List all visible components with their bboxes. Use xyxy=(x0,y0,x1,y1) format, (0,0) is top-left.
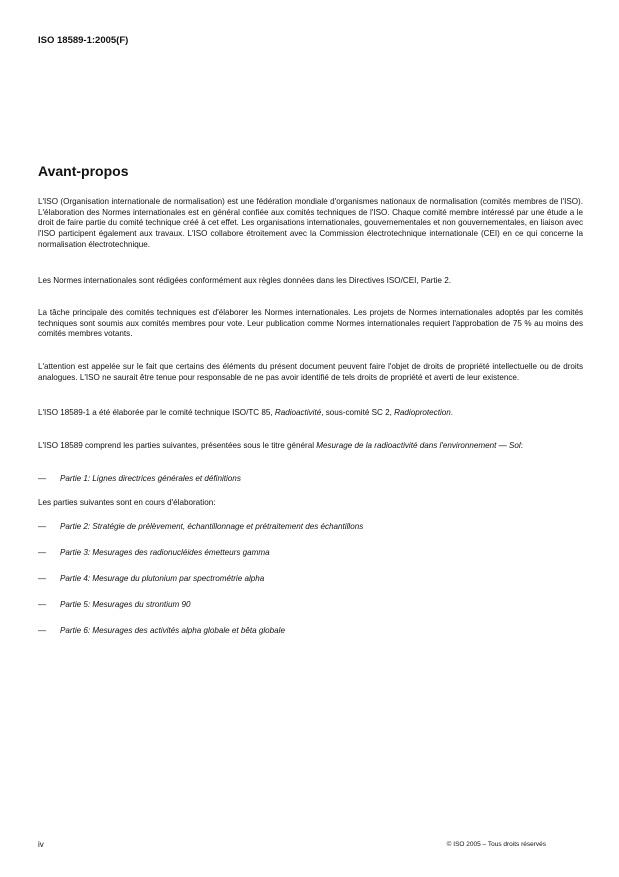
list-item xyxy=(38,574,583,585)
text: , sous-comité SC 2, xyxy=(321,408,395,417)
copyright-notice: © ISO 2005 – Tous droits réservés xyxy=(446,841,546,848)
part-title: Partie 4: Mesurage du plutonium par spectrométrie alpha xyxy=(60,574,265,583)
dash: — xyxy=(38,522,47,531)
list-item xyxy=(38,474,583,485)
text-italic: Radioprotection xyxy=(394,408,451,417)
part-title: Partie 2: Stratégie de prélèvement, échantillonnage et prétraitement des échantillons xyxy=(60,522,364,531)
text: : xyxy=(520,441,523,450)
dash: — xyxy=(38,600,47,609)
page-number: iv xyxy=(38,840,44,849)
paragraph-prepared-by xyxy=(38,408,583,419)
part-title: Partie 1: Lignes directrices générales et définitions xyxy=(60,474,241,483)
dash: — xyxy=(38,548,47,557)
paragraph-directives: Les Normes internationales sont rédigées conformément aux règles données dans les Directives ISO/CEI, Partie 2. xyxy=(38,276,451,285)
paragraph-committees: La tâche principale des comités techniques est d'élaborer les Normes internationales. Les projets de Normes internationales adoptés par les comités techniques sont soumis aux comités membres pour vote. Leur publication comme Normes internationales requiert l'approbation de 75 % au moins des comités membres votants. xyxy=(38,308,583,339)
part-title: Partie 6: Mesurages des activités alpha globale et bêta globale xyxy=(60,626,285,635)
list-item xyxy=(38,522,583,533)
part-title: Partie 5: Mesurages du strontium 90 xyxy=(60,600,191,609)
list-item xyxy=(38,600,583,611)
text-italic: Mesurage de la radioactivité dans l'environnement — Sol xyxy=(316,441,521,450)
paragraph-in-progress: Les parties suivantes sont en cours d'élaboration: xyxy=(38,498,216,507)
dash: — xyxy=(38,474,47,483)
paragraph-iso-intro: L'ISO (Organisation internationale de normalisation) est une fédération mondiale d'organismes nationaux de normalisation (comités membres de l'ISO). L'élaboration des Normes internationales est en général confiée aux comités techniques de l'ISO. Chaque comité membre intéressé par une étude a le droit de faire partie du comité technique créé à cet effet. Les organisations internationales, gouvernementales et non gouvernementales, en liaison avec l'ISO participent également aux travaux. L'ISO collabore étroitement avec la Commission électrotechnique internationale (CEI) en ce qui concerne la normalisation électrotechnique. xyxy=(38,197,583,249)
list-item xyxy=(38,626,583,637)
paragraph-parts-intro xyxy=(38,441,583,452)
section-title: Avant-propos xyxy=(38,163,129,179)
paragraph-patents: L'attention est appelée sur le fait que certains des éléments du présent document peuvent faire l'objet de droits de propriété intellectuelle ou de droits analogues. L'ISO ne saurait être tenue pour responsable de ne pas avoir identifié de tels droits de propriété et averti de leur existence. xyxy=(38,362,583,382)
document-id-header: ISO 18589-1:2005(F) xyxy=(38,35,129,46)
text: L'ISO 18589 comprend les parties suivantes, présentées sous le titre général xyxy=(38,441,317,450)
part-title: Partie 3: Mesurages des radionucléides émetteurs gamma xyxy=(60,548,270,557)
text-italic: Radioactivité xyxy=(274,408,322,417)
list-item xyxy=(38,548,583,559)
text: L'ISO 18589-1 a été élaborée par le comité technique ISO/TC 85, xyxy=(38,408,275,417)
dash: — xyxy=(38,574,47,583)
dash: — xyxy=(38,626,47,635)
text: . xyxy=(450,408,454,417)
